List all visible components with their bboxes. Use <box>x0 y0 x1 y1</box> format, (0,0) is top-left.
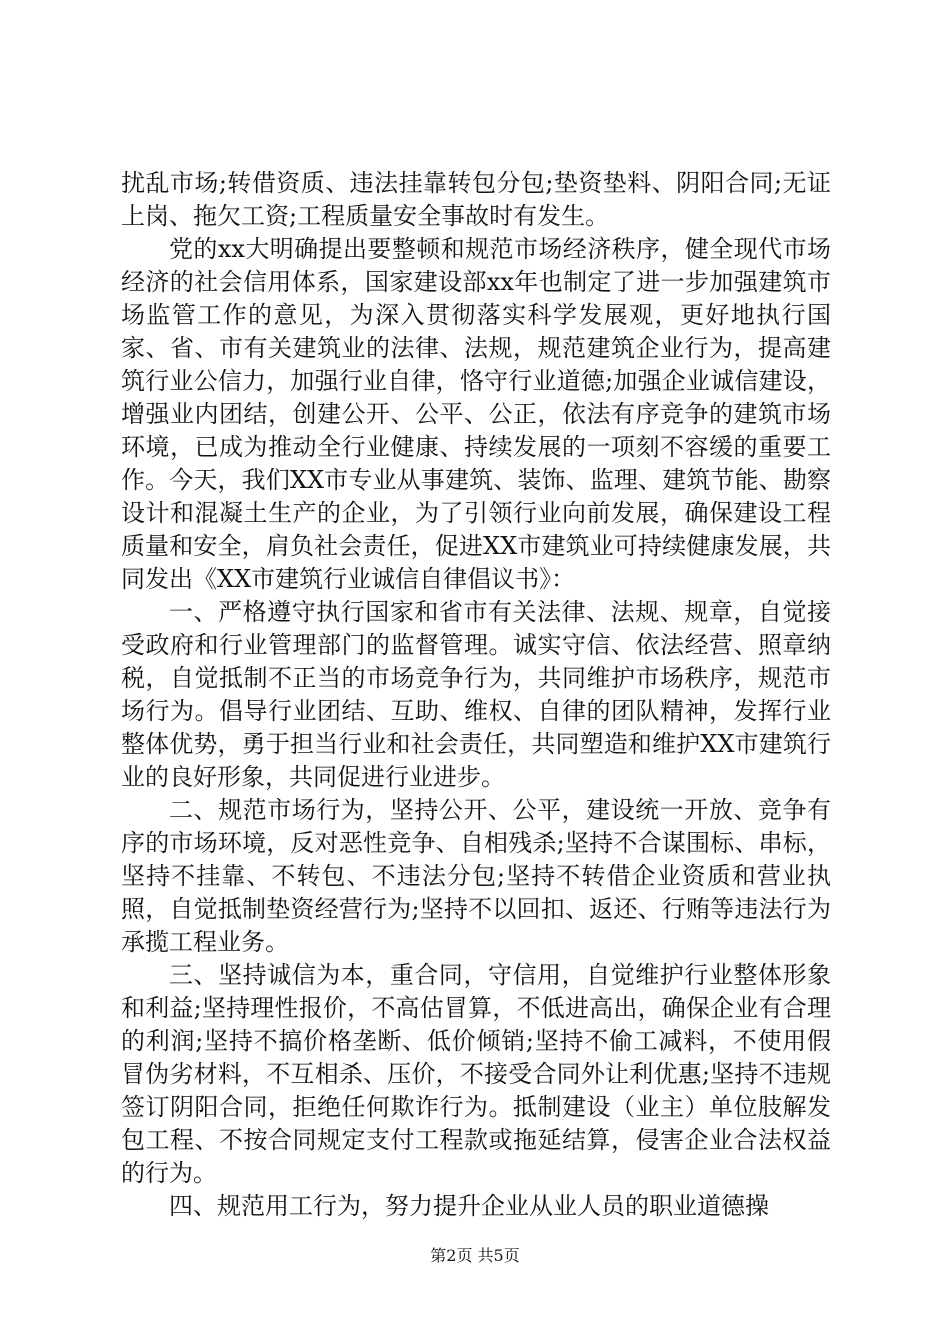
paragraph-intro: 党的xx大明确提出要整顿和规范市场经济秩序，健全现代市场经济的社会信用体系，国家建设部xx年也制定了进一步加强建筑市场监管工作的意见，为深入贯彻落实科学发展观，更好地执行国家、省、市有关建筑业的法律、法规，规范建筑企业行为，提高建筑行业公信力，加强行业自律，恪守行业道德;加强企业诚信建设，增强业内团结，创建公开、公平、公正，依法有序竞争的建筑市场环境，已成为推动全行业健康、持续发展的一项刻不容缓的重要工作。今天，我们XX市专业从事建筑、装饰、监理、建筑节能、勘察设计和混凝土生产的企业，为了引领行业向前发展，确保建设工程质量和安全，肩负社会责任，促进XX市建筑业可持续健康发展，共同发出《XX市建筑行业诚信自律倡议书》： <box>121 235 831 593</box>
page-footer: 第2页 共5页 <box>430 1246 520 1265</box>
paragraph-item-2: 二、规范市场行为，坚持公开、公平，建设统一开放、竞争有序的市场环境，反对恶性竞争、自相残杀;坚持不合谋围标、串标，坚持不挂靠、不转包、不违法分包;坚持不转借企业资质和营业执照，自觉抵制垫资经营行为;坚持不以回扣、返还、行贿等违法行为承揽工程业务。 <box>121 796 831 956</box>
paragraph-item-4: 四、规范用工行为，努力提升企业从业人员的职业道德操 <box>169 1192 769 1220</box>
document-body <box>121 167 831 1223</box>
paragraph-item-3: 三、坚持诚信为本，重合同，守信用，自觉维护行业整体形象和利益;坚持理性报价，不高估冒算，不低进高出，确保企业有合理的利润;坚持不搞价格垄断、低价倾销;坚持不偷工减料，不使用假冒伪劣材料，不互相杀、压价，不接受合同外让利优惠;坚持不违规签订阴阳合同，拒绝任何欺诈行为。抵制建设（业主）单位肢解发包工程、不按合同规定支付工程款或拖延结算，侵害企业合法权益的行为。 <box>121 961 831 1187</box>
paragraph-item-1: 一、严格遵守执行国家和省市有关法律、法规、规章，自觉接受政府和行业管理部门的监督管理。诚实守信、依法经营、照章纳税，自觉抵制不正当的市场竞争行为，共同维护市场秩序，规范市场行为。倡导行业团结、互助、维权、自律的团队精神，发挥行业整体优势，勇于担当行业和社会责任，共同塑造和维护XX市建筑行业的良好形象，共同促进行业进步。 <box>121 598 831 791</box>
paragraph-continuation: 扰乱市场;转借资质、违法挂靠转包分包;垫资垫料、阴阳合同;无证上岗、拖欠工资;工程质量安全事故时有发生。 <box>121 169 831 230</box>
